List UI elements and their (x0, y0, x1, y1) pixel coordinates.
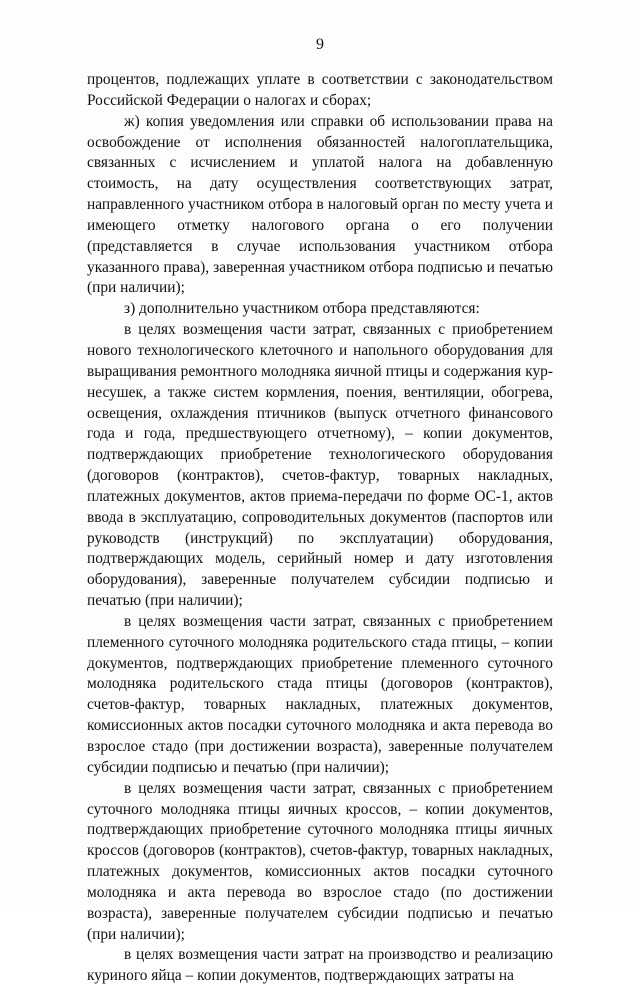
paragraph-egg-production-costs: в целях возмещения части затрат на производство и реализацию куриного яйца – копии документов, подтверждающих затраты на (87, 946, 553, 985)
paragraph-egg-cross-chicks-costs: в целях возмещения части затрат, связанных с приобретением суточного молодняка птицы яичных кроссов, – копии документов, подтверждающих приобретение суточного молодняка птицы яичных кроссов (договоров (контрактов), счетов-фактур, товарных накладных, платежных документов, комиссионных актов посадки суточного молодняка и акта перевода во взрослое стадо (по достижении возраста), заверенные получателем субсидии подписью и печатью (при наличии); (87, 779, 553, 943)
paragraph-item-zh: ж) копия уведомления или справки об использовании права на освобождение от исполнения обязанностей налогоплательщика, связанных с исчислением и уплатой налога на добавленную стоимость, на дату осуществления соответствующих затрат, направленного участником отбора в налоговый орган по месту учета и имеющего отметку налогового органа о его получении (представляется в случае использования участником отбора указанного права), заверенная участником отбора подписью и печатью (при наличии); (87, 112, 553, 297)
document-body (87, 70, 553, 987)
paragraph-equipment-costs: в целях возмещения части затрат, связанных с приобретением нового технологического клеточного и напольного оборудования для выращивания ремонтного молодняка яичной птицы и содержания кур-несушек, а также систем кормления, поения, вентиляции, обогрева, освещения, охлаждения птичников (выпуск отчетного финансового года и года, предшествующего отчетному), – копии документов, подтверждающих приобретение технологического оборудования (договоров (контрактов), счетов-фактур, товарных накладных, платежных документов, актов приема-передачи по форме ОС-1, актов ввода в эксплуатацию, сопроводительных документов (паспортов или руководств (инструкций) по эксплуатации) оборудования, подтверждающих модель, серийный номер и дату изготовления оборудования), заверенные получателем субсидии подписью и печатью (при наличии); (87, 321, 553, 610)
paragraph-continuation: процентов, подлежащих уплате в соответствии с законодательством Российской Федерации о налогах и сборах; (87, 71, 553, 109)
paragraph-item-z: з) дополнительно участником отбора представляются: (124, 300, 480, 318)
page-number: 9 (316, 36, 324, 53)
paragraph-breeding-stock-costs: в целях возмещения части затрат, связанных с приобретением племенного суточного молодняка родительского стада птицы, – копии документов, подтверждающих приобретение племенного суточного молодняка родительского стада птицы (договоров (контрактов), счетов-фактур, товарных накладных, платежных документов, комиссионных актов посадки суточного молодняка и акта перевода во взрослое стадо (при достижении возраста), заверенные получателем субсидии подписью и печатью (при наличии); (87, 612, 553, 776)
